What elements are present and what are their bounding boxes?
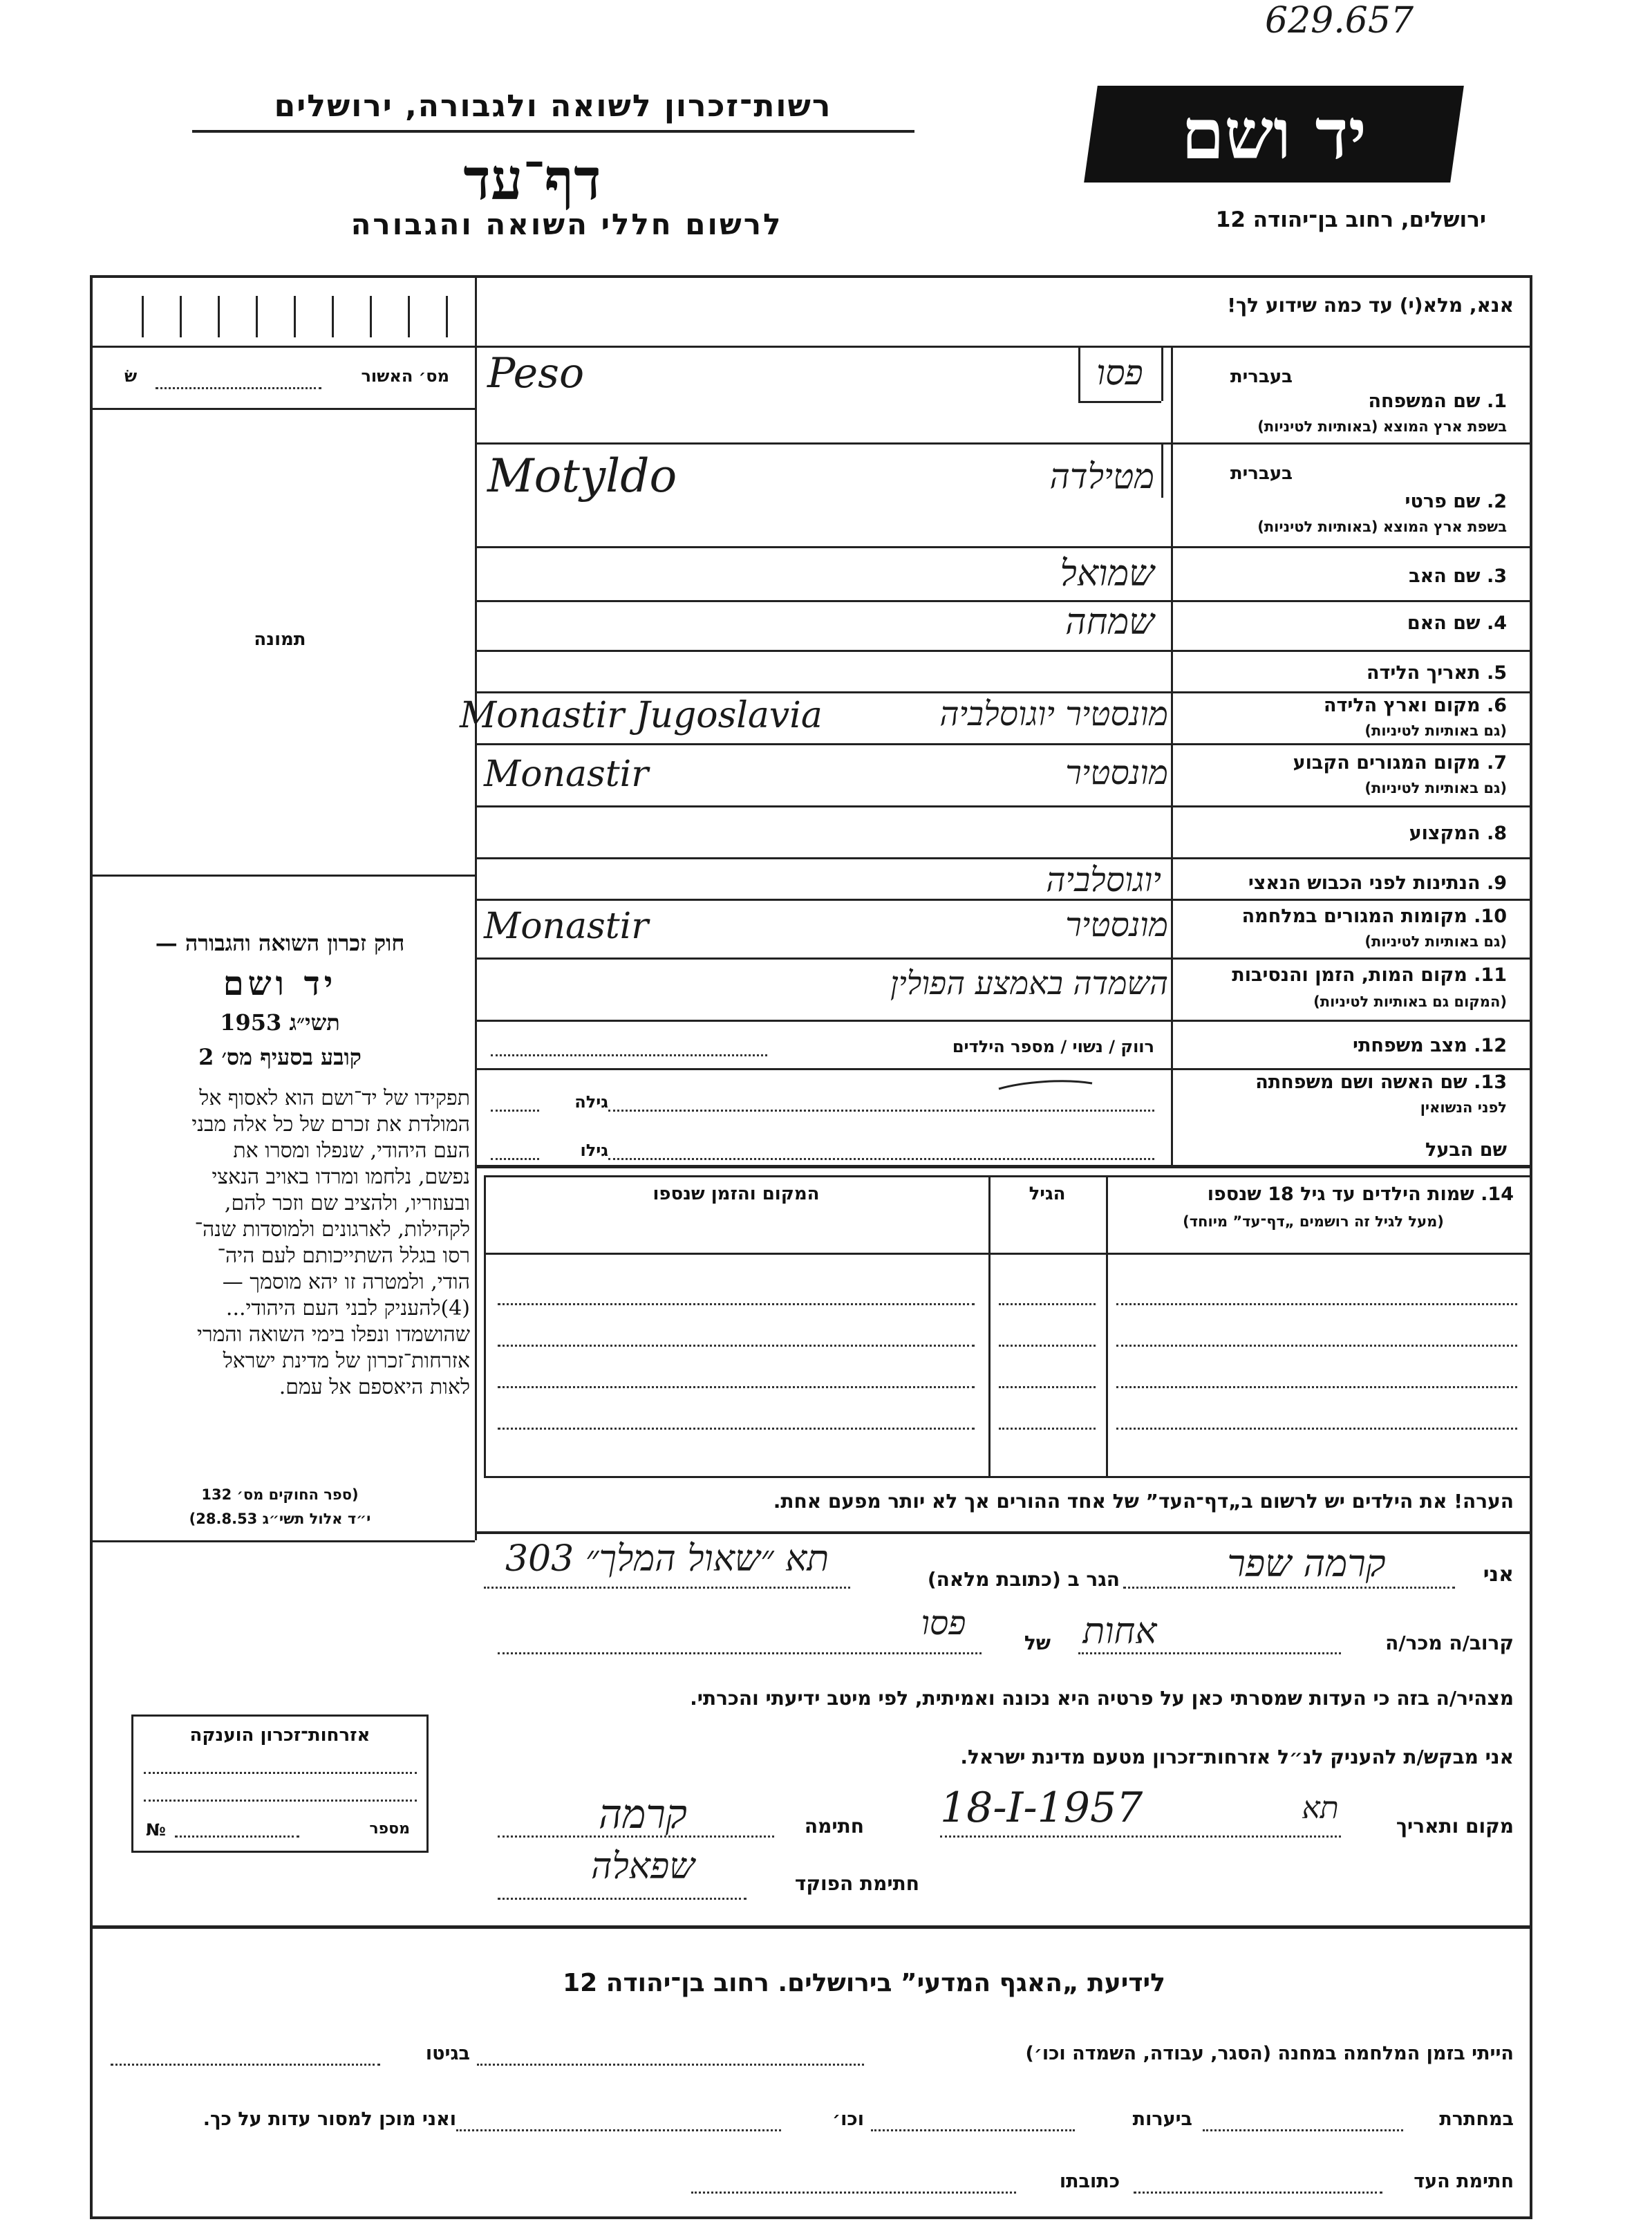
resides-label: הגר ב (כתובת מלאה) — [927, 1568, 1120, 1591]
declarant-name: קרמה שפר — [1227, 1542, 1386, 1585]
handwritten-stroke — [995, 1075, 1099, 1096]
relation-value: אחות — [1082, 1611, 1157, 1652]
request: אני מבקש/ת להעניק לנ״ל אזרחות־זכרון מטעם מדינת ישראל. — [960, 1746, 1514, 1768]
wartime-latin: Monastir — [484, 906, 649, 947]
field-3-label: 3. שם האב — [1409, 566, 1507, 587]
form-title: דף־עד — [463, 147, 601, 213]
registration-label: מס׳ האשור — [361, 366, 449, 386]
place-value: תא — [1302, 1791, 1339, 1826]
signature-value: קרמה — [599, 1791, 687, 1838]
law-line: חוק זכרון השואה והגבורה — — [155, 930, 405, 956]
residence-latin: Monastir — [484, 754, 649, 795]
firstname-latin: Motyldo — [487, 449, 677, 503]
field-1-label: 1. שם המשפחה — [1368, 391, 1507, 412]
children-note: הערה! את הילדים יש לרשום ב„דף־העד” של אחד ההורים אך לא יותר מפעם אחת. — [773, 1490, 1514, 1513]
footer-ready: ואני מוכן למסור עדות על כך. — [203, 2109, 456, 2130]
yad-vashem-logo: יד ושם — [1084, 86, 1464, 183]
firstname-hebrew: מטילדה — [1049, 456, 1154, 496]
field-4-label: 4. שם האם — [1407, 613, 1507, 634]
mother-name: שמחה — [1065, 601, 1154, 643]
birthplace-latin: Monastir Jugoslavia — [460, 695, 823, 736]
footer-camp-label: הייתי בזמן המלחמה במחנה (הסגר, עבודה, השמדה וכו׳) — [1025, 2043, 1514, 2064]
wife-age-label: גילה — [574, 1092, 608, 1112]
authority-name: רשות־זכרון לשואה ולגבורה, ירושלים — [274, 88, 832, 124]
field-5-label: 5. תאריך הלידה — [1366, 662, 1507, 684]
law-text: תפקידו של יד־ושם הוא לאסוף אל המולדת את זכרם של כל אלה מבני העם היהודי, שנפלו ומסרו את נפשם, נלחמו ומרדו באויב הנאצי ובעוזריו, ולהציב שם וזכר להם, לקהילות, לארגונים ולמוסדות שנה־ רסו בגלל השתייכותם לעם היה־ הודי, ולמטרה זו יהא מוסמך — (4)להעניק לבני העם היהודי... שהושמדו ונפלו בימי השואה והמרי אזרחות־זכרון של מדינת ישראל לאות היאספם אל עמם. — [191, 1086, 470, 1399]
footer-heading: לידיעת „האגף המדעי” בירושלים. רחוב בן־יהודה 12 — [563, 1969, 1165, 1997]
field-7-sub: (גם באותיות לטיניות) — [1364, 780, 1507, 796]
in-hebrew-label-2: בעברית — [1230, 463, 1293, 484]
statement: מצהיר/ה בזה כי העדות שמסרתי כאן על פרטיה היא נכונה ואמיתית, לפי מיטב ידיעתי והכרתי. — [690, 1687, 1514, 1710]
declarant-address: תא ״שאול המלך״ 303 — [505, 1538, 829, 1580]
law-ref-1: (ספר החוקים מס׳ 132 — [201, 1486, 359, 1503]
stamp-number: 629.657 — [1265, 0, 1414, 41]
field-12-label: 12. מצב משפחתי — [1353, 1035, 1507, 1056]
place-date-label: מקום ותאריך — [1396, 1815, 1514, 1838]
surname-hebrew: פסו — [1096, 353, 1143, 393]
surname-latin: Peso — [487, 349, 585, 398]
form-subtitle: לרשום חללי השואה והגבורה — [350, 207, 783, 241]
number-label: מספר — [369, 1820, 410, 1838]
law-ref-2: י״ד אלול תשי״ג 28.8.53) — [189, 1511, 371, 1527]
citizenship-value: יוגוסלביה — [1046, 861, 1161, 899]
residence-hebrew: מונסטיר — [1065, 754, 1168, 792]
relative-label: קרוב/ה מכר/ה — [1385, 1632, 1514, 1654]
birthplace-hebrew: מונסטיר יוגוסלביה — [939, 695, 1168, 734]
registration-mark: שׂ — [124, 366, 138, 386]
field-7-label: 7. מקום המגורים הקבוע — [1293, 752, 1507, 774]
footer-etc: וכו׳ — [832, 2109, 864, 2130]
death-place: השמדה באמצע הפולין — [890, 964, 1168, 1002]
law-section: קובע בסעיף מס׳ 2 — [198, 1044, 362, 1070]
in-hebrew-label-1: בעברית — [1230, 366, 1293, 387]
field-9-label: 9. הנתינות לפני הכבוש הנאצי — [1248, 872, 1507, 894]
official-label: חתימת הפוקד — [794, 1872, 919, 1895]
col-place: המקום והזמן שנספו — [653, 1184, 820, 1204]
footer-address: כתובתו — [1059, 2171, 1120, 2192]
registration-boxes — [128, 296, 453, 337]
law-year: תשי״ג 1953 — [220, 1009, 340, 1036]
field-2-label: 2. שם פרטי — [1405, 491, 1507, 512]
field-11-sub: (המקום גם באותיות לטיניות) — [1313, 993, 1507, 1010]
father-name: שמואל — [1060, 553, 1154, 595]
official-signature: שפאלה — [590, 1846, 695, 1887]
footer-underground: במחתרת — [1439, 2109, 1514, 2130]
of-label: של — [1024, 1632, 1051, 1654]
children-sub: (מעל לגיל זה רושמים „דף־עד” מיוחד) — [1183, 1213, 1444, 1230]
children-label: 14. שמות הילדים עד גיל 18 שנספו — [1207, 1184, 1514, 1205]
field-13-label: 13. שם האשה ושם משפחתה — [1255, 1072, 1507, 1093]
i-label: אני — [1483, 1562, 1514, 1587]
field-6-sub: (גם באותיות לטיניות) — [1364, 722, 1507, 739]
field-10-sub: (גם באותיות לטיניות) — [1364, 933, 1507, 950]
field-2-sub: בשפת ארץ המוצא (באותיות לטיניות) — [1257, 518, 1507, 535]
marital-options: רווק / נשוי / מספר הילדים — [952, 1037, 1154, 1056]
field-1-sub: בשפת ארץ המוצא (באותיות לטיניות) — [1257, 418, 1507, 435]
signature-label: חתימה — [804, 1815, 864, 1838]
field-6-label: 6. מקום וארץ הלידה — [1323, 695, 1507, 716]
field-8-label: 8. המקצוע — [1409, 823, 1507, 844]
field-10-label: 10. מקומות המגורים במלחמה — [1241, 906, 1507, 927]
husband-label: שם הבעל — [1425, 1139, 1507, 1161]
field-11-label: 11. מקום המות, הזמן והנסיבות — [1232, 964, 1507, 986]
wartime-hebrew: מונסטיר — [1065, 906, 1168, 944]
citizenship-box: אזרחות־זכרון הוענקה № מספר — [131, 1715, 429, 1853]
col-age: הגיל — [1029, 1184, 1066, 1204]
footer-witness-signature: חתימת העד — [1414, 2171, 1514, 2192]
date-value: 18-I-1957 — [940, 1784, 1143, 1832]
number-mark: № — [146, 1820, 166, 1840]
footer-ghetto: בגיטו — [425, 2043, 470, 2064]
field-13-sub: לפני הנשואין — [1420, 1099, 1507, 1116]
photo-label: תמונה — [254, 629, 306, 650]
footer-forests: ביערות — [1132, 2109, 1192, 2130]
husband-age-label: גילו — [580, 1141, 608, 1160]
of-value: פסו — [921, 1604, 966, 1643]
address-line: ירושלים, רחוב בן־יהודה 12 — [1215, 207, 1486, 232]
law-name: יד ושם — [223, 964, 337, 1003]
instructions: אנא, מלא(י) עד כמה שידוע לך! — [1227, 294, 1514, 317]
